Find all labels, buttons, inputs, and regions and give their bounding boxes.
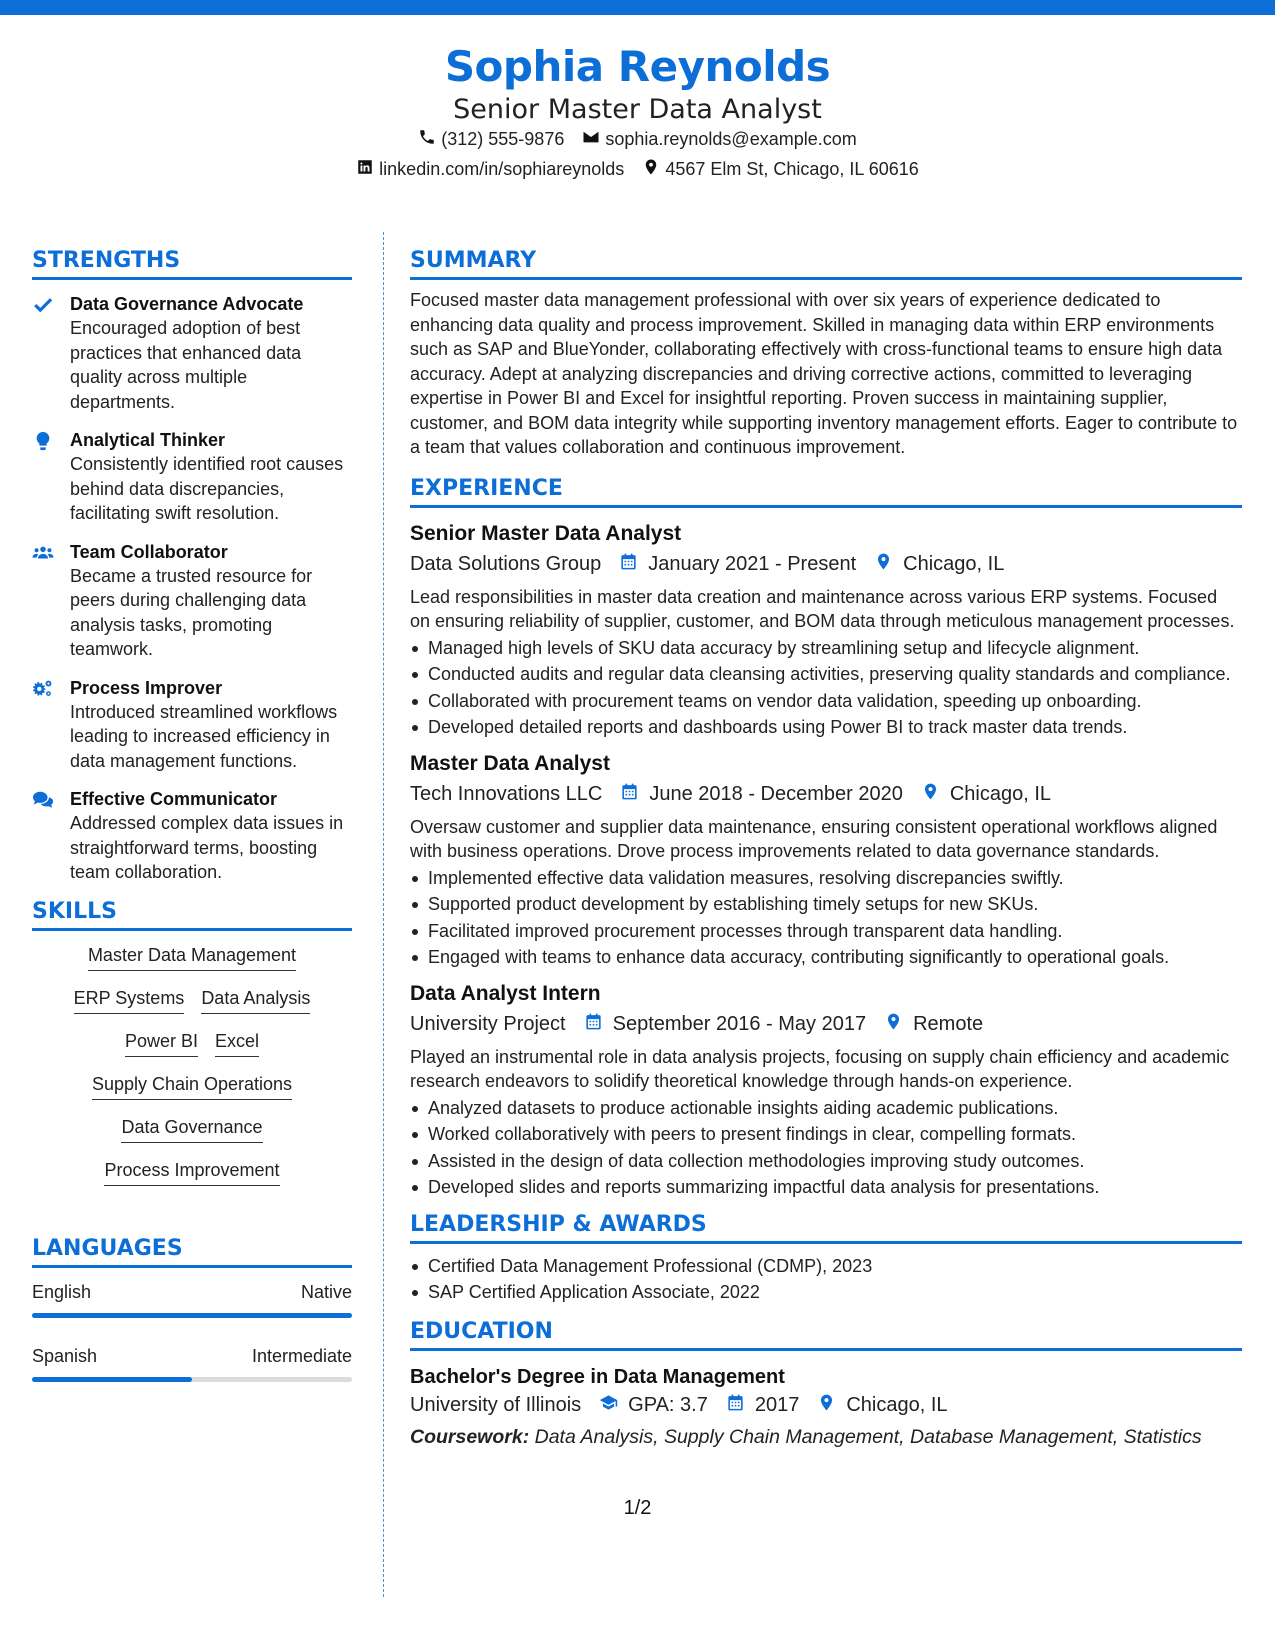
job-bullet: Collaborated with procurement teams on vendor data validation, speeding up onboarding.	[410, 689, 1242, 714]
awards-heading: LEADERSHIP & AWARDS	[410, 1212, 1242, 1244]
map-marker-icon	[921, 782, 940, 807]
skill-tag: Process Improvement	[104, 1160, 279, 1186]
strength-desc: Introduced streamlined workflows leading to increased efficiency in data management functions.	[70, 701, 338, 771]
map-marker-icon	[642, 158, 660, 181]
language-proficiency-fill	[32, 1313, 352, 1318]
language-level: Intermediate	[251, 1345, 352, 1366]
skill-tag: Master Data Management	[88, 945, 296, 971]
language-name: English	[32, 1281, 92, 1302]
job-bullet: Managed high levels of SKU data accuracy by streamlining setup and lifecycle alignment.	[410, 636, 1242, 661]
page-number: 1/2	[623, 1497, 652, 1519]
job-description: Played an instrumental role in data analysis projects, focusing on supply chain efficiency and academic research endeavors to solidify theoretical knowledge through hands-on experience.	[410, 1046, 1230, 1091]
job-title: Data Analyst Intern	[410, 981, 601, 1005]
job-description: Lead responsibilities in master data creation and maintenance across various ERP systems. Focused on ensuring reliability of supplier, customer, and BOM data through meticulous management processes.	[410, 586, 1235, 631]
right-column	[410, 248, 1242, 1449]
job-entry	[410, 980, 1242, 1200]
envelope-icon	[582, 128, 600, 151]
language-proficiency-bar	[32, 1377, 352, 1382]
language-item	[32, 1346, 352, 1382]
comments-icon	[32, 787, 58, 885]
graduation-year: 2017	[754, 1393, 800, 1416]
strength-desc: Addressed complex data issues in straightforward terms, boosting team collaboration.	[70, 813, 344, 882]
strength-title: Team Collaborator	[70, 541, 228, 562]
strength-item	[32, 676, 352, 774]
linkedin-item[interactable]	[356, 158, 624, 181]
job-entry	[410, 520, 1242, 740]
job-location: Chicago, IL	[949, 782, 1052, 805]
skills-heading: SKILLS	[32, 899, 352, 931]
strengths-heading: STRENGTHS	[32, 248, 352, 280]
calendar-icon	[619, 552, 638, 577]
calendar-icon	[584, 1012, 603, 1037]
strength-item	[32, 428, 352, 526]
job-description: Oversaw customer and supplier data maintenance, ensuring consistent operational workflows aligned with business operations. Drove process improvements related to data governance standards.	[410, 816, 1218, 861]
map-marker-icon	[817, 1393, 836, 1418]
strength-desc: Encouraged adoption of best practices that enhanced data quality across multiple departments.	[70, 318, 302, 412]
job-bullet: Supported product development by establishing timely setups for new SKUs.	[410, 892, 1242, 917]
address-text: 4567 Elm St, Chicago, IL 60616	[665, 159, 919, 179]
coursework-text: Data Analysis, Supply Chain Management, Database Management, Statistics	[534, 1425, 1202, 1448]
strength-title: Data Governance Advocate	[70, 294, 304, 314]
strength-desc: Consistently identified root causes behind data discrepancies, facilitating swift resolution.	[70, 454, 344, 523]
company-name: Data Solutions Group	[410, 552, 602, 575]
job-bullet: Implemented effective data validation measures, resolving discrepancies swiftly.	[410, 866, 1242, 891]
job-dates: January 2021 - Present	[648, 552, 857, 575]
left-column	[32, 248, 352, 1410]
job-bullet: Assisted in the design of data collection methodologies improving study outcomes.	[410, 1149, 1242, 1174]
language-name: Spanish	[32, 1345, 98, 1366]
job-bullet: Facilitated improved procurement processes through transparent data handling.	[410, 919, 1242, 944]
skill-tag: Excel	[215, 1031, 259, 1057]
award-item: Certified Data Management Professional (CDMP), 2023	[410, 1254, 1242, 1279]
linkedin-icon	[356, 158, 374, 181]
job-dates: September 2016 - May 2017	[612, 1012, 867, 1035]
top-accent-bar	[0, 0, 1275, 15]
experience-heading: EXPERIENCE	[410, 476, 1242, 508]
skill-tag: Data Analysis	[201, 988, 310, 1014]
calendar-icon	[726, 1393, 745, 1418]
job-bullet: Conducted audits and regular data cleansing activities, preserving quality standards and compliance.	[410, 662, 1242, 687]
strength-desc: Became a trusted resource for peers during challenging data analysis tasks, promoting teamwork.	[70, 565, 313, 659]
strength-title: Analytical Thinker	[70, 430, 226, 450]
linkedin-text[interactable]: linkedin.com/in/sophiareynolds	[379, 159, 625, 179]
lightbulb-icon	[32, 428, 58, 526]
job-location: Remote	[913, 1012, 984, 1035]
skill-tag: Supply Chain Operations	[92, 1074, 292, 1100]
graduation-cap-icon	[599, 1393, 618, 1418]
gears-icon	[32, 676, 58, 774]
map-marker-icon	[884, 1012, 903, 1037]
column-divider	[383, 232, 384, 1597]
company-name: University Project	[410, 1012, 566, 1035]
strength-title: Effective Communicator	[70, 789, 278, 809]
calendar-icon	[620, 782, 639, 807]
job-entry	[410, 750, 1242, 970]
coursework	[410, 1426, 1242, 1449]
company-name: Tech Innovations LLC	[410, 782, 603, 805]
contact-row-2	[0, 158, 1275, 181]
job-location: Chicago, IL	[903, 552, 1005, 575]
job-bullet: Worked collaboratively with peers to present findings in clear, compelling formats.	[410, 1122, 1242, 1147]
award-item: SAP Certified Application Associate, 2022	[410, 1280, 1242, 1305]
phone-text: (312) 555-9876	[441, 129, 565, 149]
language-proficiency-fill	[32, 1377, 192, 1382]
summary-heading: SUMMARY	[410, 248, 1242, 280]
summary-text: Focused master data management professional with over six years of experience dedicated to enhancing data quality and process improvement. Skilled in managing data within ERP environments such as SAP and BlueYonder, collaborating effectively with cross-functional teams to ensure high data accuracy. Adept at analyzing discrepancies and driving corrective actions, committed to leveraging expertise in Power BI and Excel for insightful reporting. Proven success in maintaining supplier, customer, and BOM data integrity while supporting inventory management efforts. Eager to contribute to a team that values collaboration and continuous improvement.	[410, 290, 1238, 457]
users-icon	[32, 540, 58, 662]
job-title: Senior Master Data Analyst	[410, 521, 682, 545]
job-bullet: Engaged with teams to enhance data accuracy, contributing significantly to operational goals.	[410, 945, 1242, 970]
strength-title: Process Improver	[70, 677, 223, 698]
language-proficiency-bar	[32, 1313, 352, 1318]
candidate-title: Senior Master Data Analyst	[453, 94, 822, 125]
coursework-label: Coursework:	[410, 1425, 530, 1448]
candidate-name: Sophia Reynolds	[444, 42, 831, 91]
job-bullet: Developed slides and reports summarizing impactful data analysis for presentations.	[410, 1175, 1242, 1200]
job-bullet: Developed detailed reports and dashboards using Power BI to track master data trends.	[410, 715, 1242, 740]
strength-item	[32, 787, 352, 885]
strength-item	[32, 292, 352, 414]
skill-tag: Data Governance	[121, 1117, 262, 1143]
phone-icon	[418, 128, 436, 151]
languages-heading: LANGUAGES	[32, 1236, 352, 1268]
education-location: Chicago, IL	[846, 1393, 948, 1416]
skills-list	[32, 945, 352, 1186]
address-item	[642, 158, 919, 181]
email-item[interactable]	[582, 128, 856, 151]
check-icon	[32, 292, 58, 414]
skill-tag: Power BI	[125, 1031, 198, 1057]
language-level: Native	[300, 1281, 352, 1302]
strength-item	[32, 540, 352, 662]
gpa-text: GPA: 3.7	[628, 1393, 708, 1416]
job-title: Master Data Analyst	[410, 751, 610, 775]
education-heading: EDUCATION	[410, 1319, 1242, 1351]
language-item	[32, 1282, 352, 1318]
job-bullet: Analyzed datasets to produce actionable insights aiding academic publications.	[410, 1096, 1242, 1121]
map-marker-icon	[874, 552, 893, 577]
skill-tag: ERP Systems	[74, 988, 185, 1014]
contact-row-1	[0, 128, 1275, 151]
email-text[interactable]: sophia.reynolds@example.com	[605, 129, 857, 149]
job-dates: June 2018 - December 2020	[649, 782, 903, 805]
school-name: University of Illinois	[410, 1393, 582, 1416]
degree-title: Bachelor's Degree in Data Management	[410, 1365, 785, 1388]
phone-item	[418, 128, 564, 151]
